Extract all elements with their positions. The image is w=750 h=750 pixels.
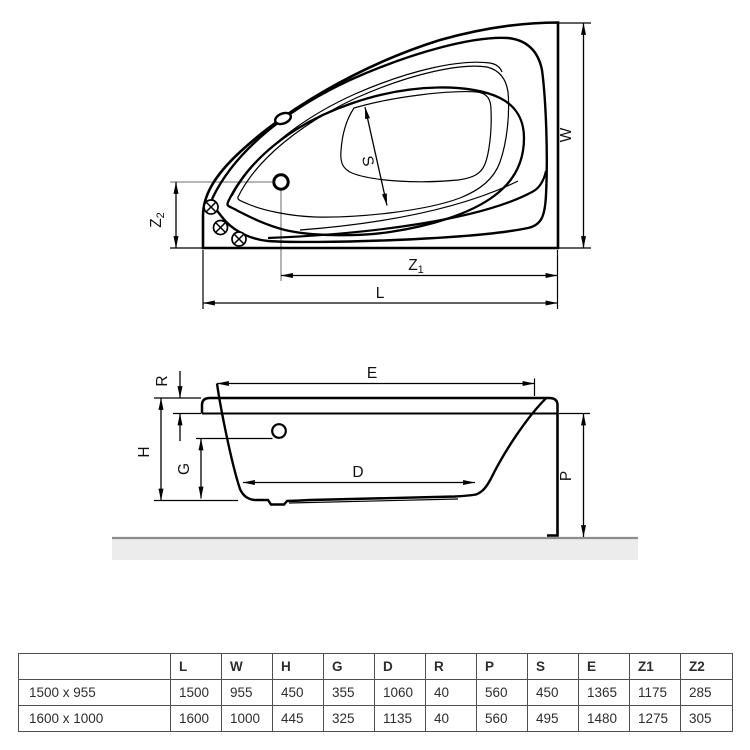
table-row	[19, 680, 733, 706]
header-cell-p: P	[477, 654, 528, 680]
header-cell-z2: Z2	[681, 654, 733, 680]
dim-label-w: W	[558, 127, 575, 143]
value-cell: 955	[222, 680, 273, 706]
value-cell: 1135	[375, 706, 426, 732]
jet-icon	[214, 221, 228, 235]
value-cell: 1500	[171, 680, 222, 706]
value-cell: 40	[426, 706, 477, 732]
top-view	[148, 23, 591, 310]
header-cell-g: G	[324, 654, 375, 680]
header-cell-s: S	[528, 654, 579, 680]
rim-outline	[202, 398, 558, 414]
table-header-row	[19, 654, 733, 680]
dim-label-e: E	[366, 365, 378, 382]
dim-label-s: S	[358, 154, 377, 168]
dim-label-main: Z	[148, 218, 165, 228]
header-cell-empty	[19, 654, 171, 680]
value-cell: 40	[426, 680, 477, 706]
value-cell: 1365	[579, 680, 630, 706]
header-cell-h: H	[273, 654, 324, 680]
header-cell-w: W	[222, 654, 273, 680]
dim-label-g: G	[176, 462, 193, 476]
value-cell: 1000	[222, 706, 273, 732]
value-cell: 1060	[375, 680, 426, 706]
value-cell: 1600	[171, 706, 222, 732]
dim-label-sub: 1	[417, 264, 424, 276]
value-cell: 305	[681, 706, 733, 732]
dim-label-h: H	[136, 446, 153, 458]
apron-panel	[547, 414, 558, 536]
dim-d	[243, 464, 475, 483]
seat-contour	[341, 92, 491, 182]
dim-label-z2	[148, 212, 167, 228]
value-cell: 495	[528, 706, 579, 732]
dim-w	[558, 23, 591, 248]
dim-z1	[281, 250, 558, 309]
dim-label-sub: 2	[155, 212, 167, 219]
overflow-icon	[272, 424, 286, 438]
dim-label-l: L	[375, 285, 385, 302]
value-cell: 445	[273, 706, 324, 732]
value-cell: 560	[477, 706, 528, 732]
value-cell: 325	[324, 706, 375, 732]
dimensions-table	[18, 653, 733, 732]
floor-band	[112, 538, 638, 560]
rim-inner-contour	[232, 62, 502, 196]
value-cell: 560	[477, 680, 528, 706]
header-cell-d: D	[375, 654, 426, 680]
header-cell-r: R	[426, 654, 477, 680]
size-label: 1600 x 1000	[19, 706, 171, 732]
header-cell-l: L	[171, 654, 222, 680]
header-cell-z1: Z1	[630, 654, 681, 680]
dim-label-main: Z	[408, 257, 418, 274]
value-cell: 450	[273, 680, 324, 706]
jet-icon	[232, 232, 246, 246]
tub-shell-outline	[212, 38, 547, 242]
value-cell: 1275	[630, 706, 681, 732]
drain-icon	[274, 175, 288, 189]
dim-label-p: P	[558, 470, 575, 482]
dimensions-table-wrap	[18, 653, 732, 732]
deck-inner-edge-thin	[300, 181, 518, 230]
dim-e	[217, 365, 535, 396]
size-label: 1500 x 955	[19, 680, 171, 706]
dim-g	[176, 439, 273, 499]
dim-label-r: R	[154, 375, 171, 387]
dim-s	[358, 107, 387, 206]
dim-p	[558, 414, 590, 538]
overflow-icon	[274, 111, 293, 126]
value-cell: 450	[528, 680, 579, 706]
jet-icon	[204, 200, 218, 214]
value-cell: 1480	[579, 706, 630, 732]
table-row	[19, 706, 733, 732]
dim-label-z1	[408, 257, 424, 276]
value-cell: 355	[324, 680, 375, 706]
dim-label-d: D	[352, 464, 364, 481]
side-view	[112, 365, 638, 560]
value-cell: 1175	[630, 680, 681, 706]
dim-l	[203, 250, 558, 309]
value-cell: 285	[681, 680, 733, 706]
tub-profile	[217, 384, 546, 505]
header-cell-e: E	[579, 654, 630, 680]
dim-z2	[148, 182, 203, 248]
